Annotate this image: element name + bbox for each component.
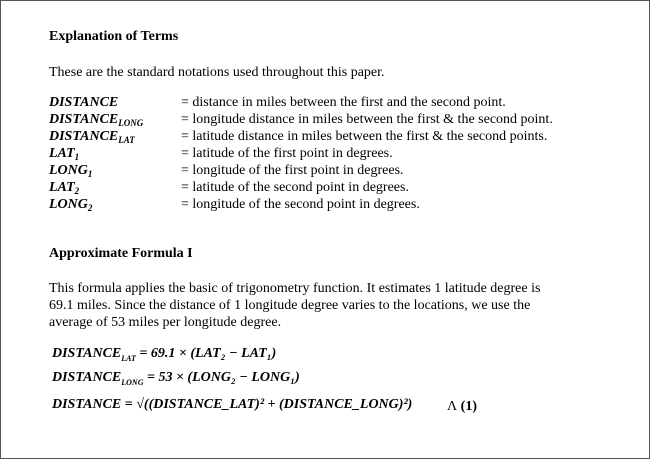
def-long2: = longitude of the second point in degrees. <box>181 197 420 212</box>
term-lat1: $LAT_1$ <box>49 146 80 162</box>
term-lat2: $LAT_2$ <box>49 180 80 196</box>
paragraph-line-3: average of 53 miles per longitude degree. <box>49 315 282 330</box>
equation-number: Λ (1) <box>447 399 477 414</box>
def-distance-long: = longitude distance in miles between the first & the second point. <box>181 112 553 127</box>
heading-explanation-of-terms: Explanation of Terms <box>49 29 179 44</box>
equation-rhs: = √((DISTANCE_LAT)² + (DISTANCE_LONG)²) <box>124 397 413 412</box>
equation-rhs: = 69.1 × (LAT₂ − LAT₁) <box>139 346 277 361</box>
equation-rhs: = 53 × (LONG₂ − LONG₁) <box>146 370 300 385</box>
equation-distance: DISTANCE = √((DISTANCE_LAT)² + (DISTANCE_LONG)²) <box>52 397 413 412</box>
term-long1: $LONG_1$ <box>49 163 93 179</box>
equation-distance-long: $DISTANCE_{LONG} = 53$ × (LONG₂ − LONG₁) <box>52 370 300 387</box>
def-distance: = distance in miles between the first and the second point. <box>181 95 506 110</box>
term-distance-long: $DISTANCE_{LONG}$ <box>49 112 144 128</box>
term-long2: $LONG_2$ <box>49 197 93 213</box>
def-distance-lat: = latitude distance in miles between the first & the second points. <box>181 129 548 144</box>
def-long1: = longitude of the first point in degrees. <box>181 163 404 178</box>
term-distance: DISTANCE <box>49 95 119 110</box>
paragraph-line-2: 69.1 miles. Since the distance of 1 longitude degree varies to the locations, we use the <box>49 298 531 313</box>
def-lat1: = latitude of the first point in degrees. <box>181 146 393 161</box>
heading-approximate-formula: Approximate Formula I <box>49 246 193 261</box>
def-lat2: = latitude of the second point in degrees. <box>181 180 409 195</box>
paragraph-line-1: This formula applies the basic of trigonometry function. It estimates 1 latitude degree is <box>49 281 541 296</box>
intro-text: These are the standard notations used throughout this paper. <box>49 65 385 80</box>
equation-distance-lat: $DISTANCE_{LAT} = 69.1 \times (LAT_2 - LAT_1)$ <box>52 346 277 363</box>
term-distance-lat: $DISTANCE_{LAT}$ <box>49 129 135 145</box>
lambda-marker: Λ <box>447 399 458 414</box>
